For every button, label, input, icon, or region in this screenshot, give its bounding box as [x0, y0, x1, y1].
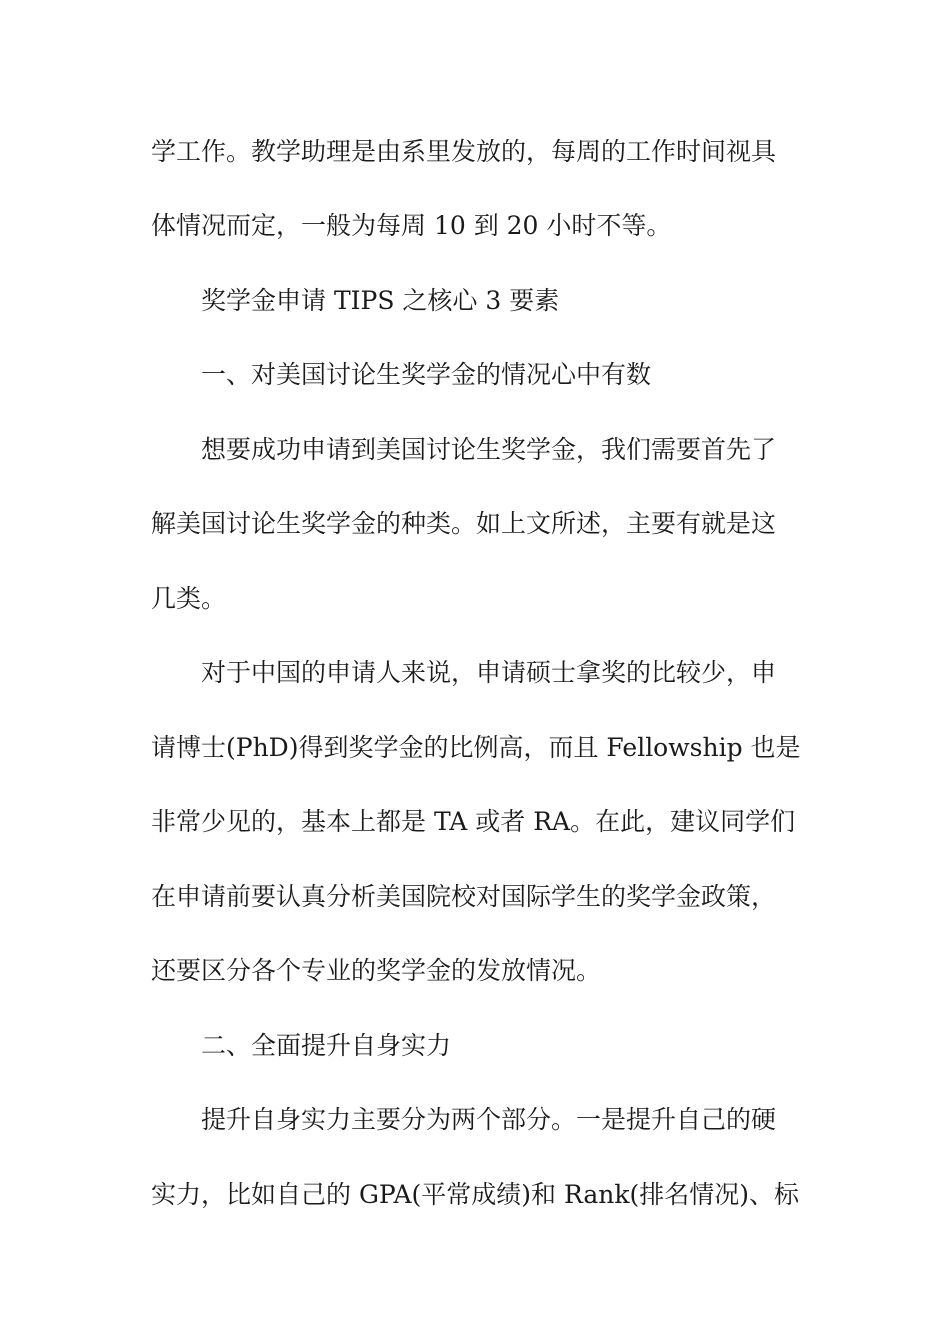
text-line: 想要成功申请到美国讨论生奖学金，我们需要首先了: [201, 435, 777, 464]
text-line: 体情况而定，一般为每周 10 到 20 小时不等。: [151, 211, 672, 240]
section-heading: 二、全面提升自身实力: [201, 1031, 452, 1060]
text-line: 非常少见的，基本上都是 TA 或者 RA。在此，建议同学们: [151, 807, 796, 836]
text-line: 对于中国的申请人来说，申请硕士拿奖的比较少，申: [201, 658, 777, 687]
section-heading: 奖学金申请 TIPS 之核心 3 要素: [201, 286, 560, 315]
section-heading: 一、对美国讨论生奖学金的情况心中有数: [201, 360, 652, 389]
text-line: 学工作。教学助理是由系里发放的，每周的工作时间视具: [151, 137, 777, 166]
text-line: 提升自身实力主要分为两个部分。一是提升自己的硬: [201, 1105, 777, 1134]
text-line: 几类。: [151, 584, 227, 613]
text-line: 请博士(PhD)得到奖学金的比例高，而且 Fellowship 也是: [151, 733, 801, 762]
text-line: 在申请前要认真分析美国院校对国际学生的奖学金政策，: [151, 882, 777, 911]
text-line: 还要区分各个专业的奖学金的发放情况。: [151, 956, 602, 985]
text-line: 实力，比如自己的 GPA(平常成绩)和 Rank(排名情况)、标: [151, 1180, 800, 1209]
text-line: 解美国讨论生奖学金的种类。如上文所述，主要有就是这: [151, 509, 777, 538]
